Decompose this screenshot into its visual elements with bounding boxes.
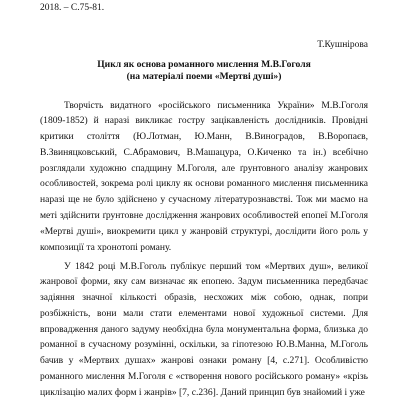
body-paragraph: У 1842 році М.В.Гоголь публікує перший том «Мертвих душ», великої жанрової форми, яку сам визначає як епопею. Задум письменника передбачає задіяння значної кількості образів, несхожих між собою, однак, попри розбіжність, вони мали стати елементами нової художньої системи. Для впровадження даного задуму необхідна була монументальна форма, близька до романної в сучасному розумінні, оскільки, за гіпотезою Ю.В.Манна, М.Гоголь бачив у «Мертвих душах» жанрові ознаки роману [4, с.271]. Особливістю романного мислення М.Гоголя є «створення нового російського роману» «крізь циклізацію малих форм і жанрів» [7, с.236]. Даний принцип був знайомий і уже	[40, 260, 368, 398]
article-subtitle: (на матеріалі поеми «Мертві душі»)	[126, 71, 282, 82]
author-name: Т.Кушнірова	[317, 40, 368, 50]
article-title: Цикл як основа романного мислення М.В.Гоголя	[97, 59, 311, 70]
citation-line: 2018. – С.75-81.	[40, 3, 105, 13]
body-paragraph: Творчість видатного «російського письменника України» М.В.Гоголя (1809-1852) й наразі викликає гостру зацікавленість дослідників. Провідні критики століття (Ю.Лотман, Ю.Манн, В.Виноградов, В.Воропаєв, В.Звиняцковський, С.Абрамович, В.Машацура, О.Киченко та ін.) всебічно розглядали художню спадщину М.Гоголя, але ґрунтовного аналізу жанрових особливостей, зокрема ролі циклу як основи романного мислення письменника наразі ще не було здійснено у сучасному літературознавстві. Тож ми маємо на меті здійснити ґрунтовне дослідження жанрових особливостей епопеї М.Гоголя «Мертві душі», виокремити цикл у жанровій структурі, дослідити його роль у композиції та хронотопі роману.	[40, 99, 368, 253]
